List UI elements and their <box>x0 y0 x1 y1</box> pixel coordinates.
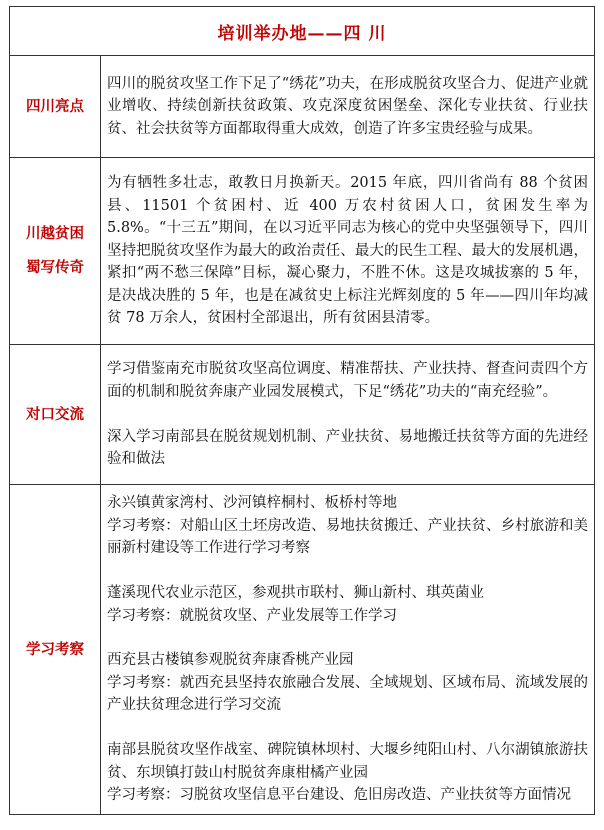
title-row <box>10 7 595 56</box>
section-label-line: 对口交流 <box>26 406 84 423</box>
paragraph-line: 西充县古楼镇参观脱贫奔康香桃产业园 <box>107 652 354 669</box>
section-label <box>10 345 101 485</box>
section-label-line: 川越贫困 <box>26 226 84 242</box>
section-label <box>10 158 101 345</box>
section-row-exchange <box>10 345 595 485</box>
paragraph-line: 学习考察：就西充县坚持农旅融合发展、全域规划、区域布局、流域发展的产业扶贫理念进行学习交流 <box>107 674 588 714</box>
section-content <box>101 158 595 345</box>
paragraph-line: 永兴镇黄家湾村、沙河镇梓桐村、板桥村等地 <box>107 495 397 512</box>
section-label-line: 四川亮点 <box>26 98 84 115</box>
training-info-table <box>9 6 595 815</box>
paragraph-gap <box>107 404 588 426</box>
paragraph-line: 学习考察：习脱贫攻坚信息平台建设、危旧房改造、产业扶贫等方面情况 <box>107 787 571 804</box>
section-content <box>101 345 595 485</box>
paragraph-line: 深入学习南部县在脱贫规划机制、产业扶贫、易地搬迁扶贫等方面的先进经验和做法 <box>107 428 588 468</box>
paragraph-line: 为有牺牲多壮志，敢教日月换新天。2015 年底，四川省尚有 88 个贫困县、11501 个贫困村、近 400 万农村贫困人口，贫困发生率为 5.8%。“十三五”期间，在以习近平同志为核心的党中央坚强领导下，四川坚持把脱贫攻坚作为最大的政治责任、最大的民生工程、最大的发展机遇，紧扣“两不愁三保障”目标，凝心聚力，不胜不休。这是攻城拔寨的 5 年，是决战决胜的 5 年，也是在减贫史上标注光辉刻度的 5 年——四川年均减贫 78 万余人，贫困村全部退出，所有贫困县清零。 <box>107 174 588 327</box>
paragraph-line: 学习借鉴南充市脱贫攻坚高位调度、精准帮扶、产业扶持、督查问责四个方面的机制和脱贫奔康产业园发展模式，下足“绣花”功夫的“南充经验”。 <box>107 361 588 400</box>
paragraph-gap <box>107 627 588 649</box>
paragraph-gap <box>107 560 588 582</box>
section-label <box>10 485 101 815</box>
paragraph-line: 南部县脱贫攻坚作战室、碑院镇林坝村、大堰乡纯阳山村、八尔湖镇旅游扶贫、东坝镇打鼓山村脱贫奔康柑橘产业园 <box>107 741 588 781</box>
section-content <box>101 56 595 158</box>
section-content <box>101 485 595 815</box>
section-label-line: 学习考察 <box>26 641 84 658</box>
table-title: 培训举办地——四 川 <box>10 7 595 56</box>
paragraph-gap <box>107 717 588 739</box>
section-label <box>10 56 101 158</box>
paragraph-line: 蓬溪现代农业示范区，参观拱市联村、狮山新村、琪英菌业 <box>107 585 484 602</box>
paragraph-line: 学习考察：就脱贫攻坚、产业发展等工作学习 <box>107 607 397 624</box>
section-row-study-tour <box>10 485 595 815</box>
section-label-line: 蜀写传奇 <box>26 260 84 276</box>
paragraph-line: 四川的脱贫攻坚工作下足了“绣花”功夫，在形成脱贫攻坚合力、促进产业就业增收、持续创新扶贫政策、攻克深度贫困堡垒、深化专业扶贫、行业扶贫、社会扶贫等方面都取得重大成效，创造了许多宝贵经验与成果。 <box>107 75 588 137</box>
section-row-poverty-history <box>10 158 595 345</box>
paragraph-line: 学习考察：对船山区土坯房改造、易地扶贫搬迁、产业扶贫、乡村旅游和美丽新村建设等工作进行学习考察 <box>107 517 588 557</box>
section-row-highlights <box>10 56 595 158</box>
